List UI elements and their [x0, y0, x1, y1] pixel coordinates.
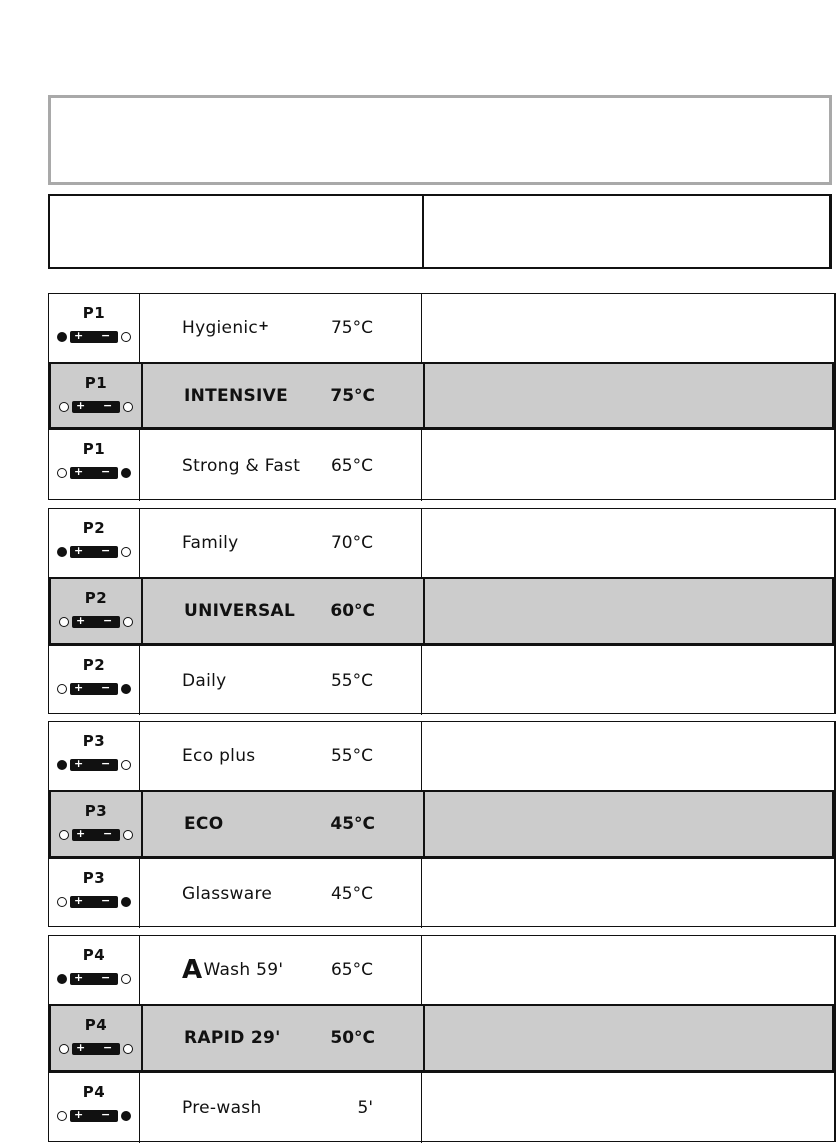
- program-name: [182, 646, 227, 715]
- program-row: [49, 936, 834, 1004]
- plus-minus-button-icon: [70, 467, 118, 479]
- program-row: [49, 362, 834, 429]
- title-box: [48, 95, 832, 185]
- plus-symbol: +: [76, 614, 86, 627]
- table-header: [48, 194, 832, 269]
- program-name-text: INTENSIVE: [184, 385, 289, 406]
- plus-minus-button-icon: [70, 896, 118, 908]
- option-indicator: [57, 467, 135, 481]
- column-divider: [423, 364, 425, 427]
- right-dot-icon: [121, 547, 131, 557]
- program-row: [49, 645, 834, 715]
- column-divider: [423, 579, 425, 643]
- program-code: P2: [82, 656, 106, 674]
- option-indicator: [57, 1110, 135, 1124]
- program-temperature: 65°C: [330, 455, 373, 476]
- program-code: P2: [82, 519, 106, 537]
- plus-minus-button-icon: [70, 973, 118, 985]
- right-dot-icon: [123, 1044, 133, 1054]
- minus-symbol: −: [101, 329, 111, 342]
- right-dot-icon: [121, 760, 131, 770]
- program-row: [49, 790, 834, 858]
- program-code: P1: [84, 374, 108, 392]
- option-indicator: [57, 896, 135, 910]
- plus-minus-button-icon: [72, 829, 120, 841]
- left-dot-icon: [59, 830, 69, 840]
- column-divider: [421, 859, 422, 928]
- program-name: [182, 936, 283, 1004]
- right-dot-icon: [121, 684, 131, 694]
- right-dot-icon: [123, 617, 133, 627]
- column-divider: [141, 364, 143, 427]
- left-dot-icon: [57, 547, 67, 557]
- option-indicator: [59, 616, 137, 630]
- minus-symbol: −: [101, 544, 111, 557]
- column-divider: [421, 722, 422, 790]
- program-code: P4: [84, 1016, 108, 1034]
- program-row: [49, 429, 834, 501]
- program-code: P4: [82, 946, 106, 964]
- program-temperature: 70°C: [330, 533, 373, 553]
- program-code: P2: [84, 589, 108, 607]
- column-divider: [139, 294, 140, 362]
- program-code: P1: [82, 304, 106, 322]
- program-name-text: Family: [182, 533, 239, 553]
- header-divider: [422, 196, 424, 267]
- program-row: [49, 577, 834, 645]
- left-dot-icon: [57, 1111, 67, 1121]
- right-dot-icon: [123, 830, 133, 840]
- program-temperature: 50°C: [330, 1028, 375, 1048]
- program-code: P3: [84, 802, 108, 820]
- column-divider: [139, 936, 140, 1004]
- left-dot-icon: [57, 897, 67, 907]
- program-name: [182, 859, 272, 928]
- program-name-prefix: A: [182, 955, 203, 985]
- minus-symbol: −: [101, 465, 111, 478]
- right-dot-icon: [121, 1111, 131, 1121]
- program-group: [48, 508, 836, 714]
- left-dot-icon: [57, 468, 67, 478]
- program-name: [184, 792, 223, 856]
- left-dot-icon: [59, 617, 69, 627]
- left-dot-icon: [59, 1044, 69, 1054]
- minus-symbol: −: [103, 399, 113, 412]
- program-temperature: 75°C: [330, 385, 375, 406]
- right-dot-icon: [121, 468, 131, 478]
- minus-symbol: −: [101, 757, 111, 770]
- program-row: [49, 722, 834, 790]
- program-name-text: Glassware: [182, 883, 273, 904]
- column-divider: [421, 430, 422, 501]
- program-name: [182, 509, 239, 577]
- minus-symbol: −: [101, 894, 111, 907]
- program-group: [48, 721, 836, 927]
- program-name-suffix: +: [258, 318, 270, 334]
- plus-minus-button-icon: [72, 401, 120, 413]
- option-indicator: [57, 683, 135, 697]
- left-dot-icon: [59, 402, 69, 412]
- program-temperature: 75°C: [330, 318, 373, 338]
- program-name-text: UNIVERSAL: [184, 601, 296, 621]
- column-divider: [139, 509, 140, 577]
- program-name-text: Eco plus: [182, 746, 256, 766]
- program-name: [184, 579, 295, 643]
- minus-symbol: −: [101, 971, 111, 984]
- program-row: [49, 294, 834, 362]
- program-group: [48, 935, 836, 1142]
- column-divider: [423, 792, 425, 856]
- program-temperature: 55°C: [330, 746, 373, 766]
- left-dot-icon: [57, 974, 67, 984]
- plus-minus-button-icon: [70, 546, 118, 558]
- option-indicator: [57, 546, 135, 560]
- right-dot-icon: [121, 332, 131, 342]
- plus-minus-button-icon: [72, 1043, 120, 1055]
- column-divider: [141, 792, 143, 856]
- plus-symbol: +: [74, 544, 84, 557]
- plus-minus-button-icon: [72, 616, 120, 628]
- program-name-text: Daily: [182, 670, 227, 691]
- program-name: [182, 1073, 262, 1143]
- right-dot-icon: [123, 402, 133, 412]
- program-name-text: Pre-wash: [182, 1098, 262, 1118]
- plus-minus-button-icon: [70, 1110, 118, 1122]
- column-divider: [421, 936, 422, 1004]
- program-name-text: ECO: [184, 814, 224, 834]
- plus-symbol: +: [74, 894, 84, 907]
- right-dot-icon: [121, 897, 131, 907]
- option-indicator: [57, 759, 135, 773]
- column-divider: [139, 859, 140, 928]
- column-divider: [141, 1006, 143, 1070]
- minus-symbol: −: [103, 614, 113, 627]
- minus-symbol: −: [101, 1108, 111, 1121]
- program-temperature: 60°C: [330, 601, 375, 621]
- program-code: P3: [82, 732, 106, 750]
- program-name: [184, 364, 288, 427]
- column-divider: [423, 1006, 425, 1070]
- plus-minus-button-icon: [70, 759, 118, 771]
- option-indicator: [59, 829, 137, 843]
- option-indicator: [59, 401, 137, 415]
- column-divider: [139, 646, 140, 715]
- plus-symbol: +: [76, 1041, 86, 1054]
- program-code: P4: [82, 1083, 106, 1101]
- program-temperature: 55°C: [330, 670, 373, 691]
- left-dot-icon: [57, 332, 67, 342]
- program-name-text: RAPID 29': [184, 1028, 281, 1048]
- minus-symbol: −: [103, 827, 113, 840]
- column-divider: [141, 579, 143, 643]
- plus-minus-button-icon: [70, 331, 118, 343]
- program-name: [182, 430, 300, 501]
- program-row: [49, 1004, 834, 1072]
- column-divider: [421, 294, 422, 362]
- plus-symbol: +: [74, 465, 84, 478]
- program-name: [182, 722, 255, 790]
- program-row: [49, 1072, 834, 1143]
- program-temperature: 45°C: [330, 814, 375, 834]
- program-temperature: 5': [357, 1098, 373, 1118]
- plus-symbol: +: [76, 827, 86, 840]
- left-dot-icon: [57, 684, 67, 694]
- plus-minus-button-icon: [70, 683, 118, 695]
- option-indicator: [57, 331, 135, 345]
- program-group: [48, 293, 836, 500]
- program-row: [49, 858, 834, 928]
- option-indicator: [57, 973, 135, 987]
- program-name: [184, 1006, 281, 1070]
- plus-symbol: +: [76, 399, 86, 412]
- column-divider: [139, 1073, 140, 1143]
- minus-symbol: −: [101, 681, 111, 694]
- program-temperature: 45°C: [330, 883, 373, 904]
- plus-symbol: +: [74, 757, 84, 770]
- column-divider: [421, 646, 422, 715]
- plus-symbol: +: [74, 681, 84, 694]
- plus-symbol: +: [74, 329, 84, 342]
- column-divider: [139, 722, 140, 790]
- option-indicator: [59, 1043, 137, 1057]
- program-code: P3: [82, 869, 106, 887]
- column-divider: [139, 430, 140, 501]
- program-temperature: 65°C: [330, 960, 373, 980]
- right-dot-icon: [121, 974, 131, 984]
- program-code: P1: [82, 440, 106, 458]
- column-divider: [421, 1073, 422, 1143]
- column-divider: [421, 509, 422, 577]
- program-name-text: Hygienic: [182, 318, 259, 338]
- plus-symbol: +: [74, 1108, 84, 1121]
- plus-symbol: +: [74, 971, 84, 984]
- program-name-text: Wash 59': [203, 960, 284, 980]
- program-row: [49, 509, 834, 577]
- left-dot-icon: [57, 760, 67, 770]
- minus-symbol: −: [103, 1041, 113, 1054]
- program-name: [182, 294, 269, 362]
- program-name-text: Strong & Fast: [182, 455, 301, 476]
